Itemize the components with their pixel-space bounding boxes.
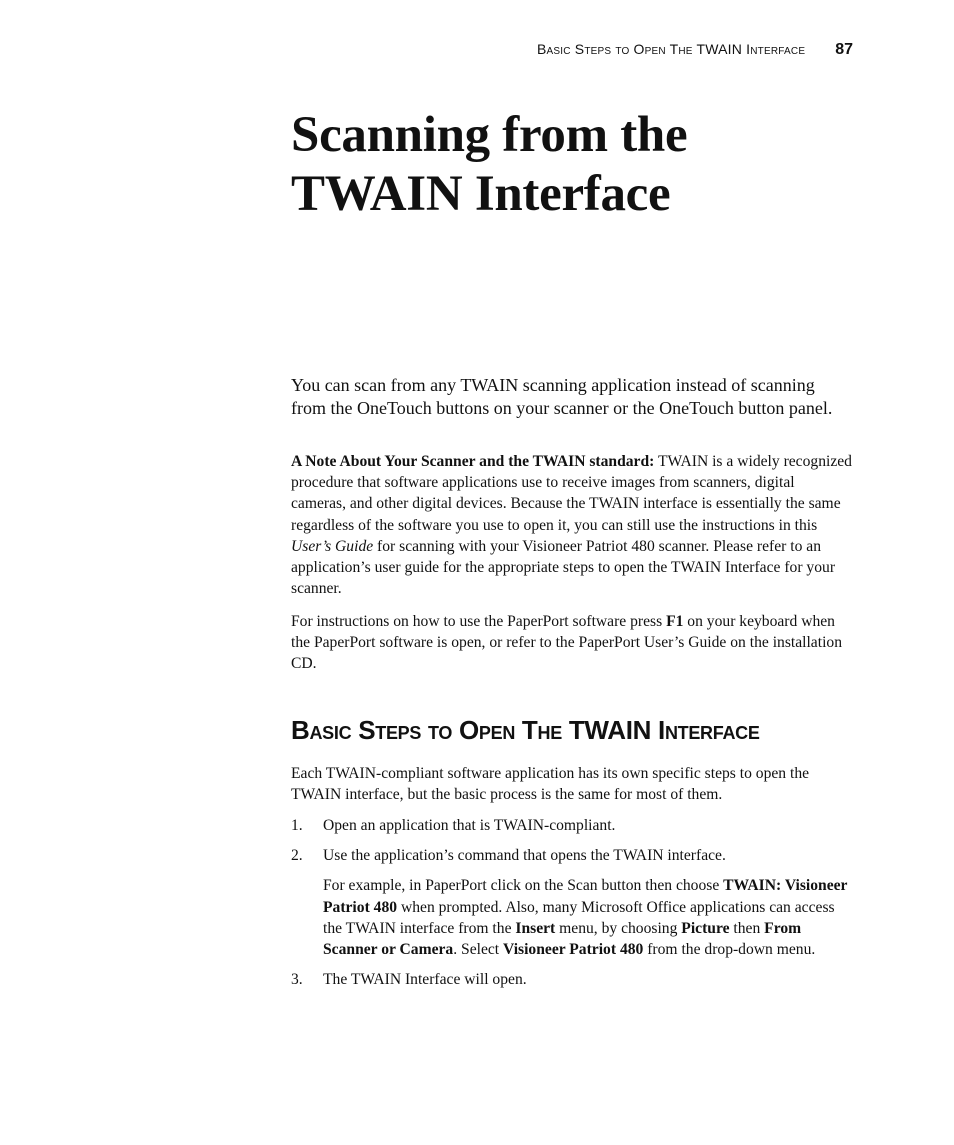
example-text: menu, by choosing: [555, 919, 682, 937]
step-item: [291, 969, 853, 990]
step-number: 2.: [291, 847, 303, 865]
note-label: A Note About Your Scanner and the TWAIN standard:: [291, 453, 655, 470]
example-bold: Picture: [681, 919, 730, 937]
note-text-b: for scanning with your Visioneer Patriot 480 scanner. Please refer to an application’s user guide for the appropriate steps to open the TWAIN Interface for your scanner.: [291, 537, 836, 598]
chapter-title: [291, 106, 851, 224]
example-text: when prompted. Also, many Microsoft Office applications can access the TWAIN interface from the: [323, 898, 835, 937]
intro-paragraph: You can scan from any TWAIN scanning application instead of scanning from the OneTouch buttons on your scanner or the OneTouch button panel.: [291, 375, 833, 418]
step-text: Use the application’s command that opens the TWAIN interface.: [323, 847, 726, 865]
example-bold: From Scanner or Camera: [323, 919, 802, 959]
example-bold: TWAIN: Visioneer Patriot 480: [323, 877, 848, 916]
note-text-a: TWAIN is a widely recognized procedure that software applications use to receive images from scanners, digital cameras, and other digital devices. Because the TWAIN interface is essentially the same regardless of the software you use to open it, you can still use the instructions in this: [291, 453, 852, 534]
note-paragraph: [291, 451, 853, 599]
example-text: then: [729, 919, 765, 937]
step-item: [291, 815, 853, 836]
instructions-text-a: For instructions on how to use the PaperPort software press: [291, 613, 667, 630]
step-number: 3.: [291, 971, 303, 989]
page-number: 87: [835, 41, 853, 58]
step-text: The TWAIN Interface will open.: [323, 971, 527, 989]
running-header: [290, 41, 853, 63]
step-text: Open an application that is TWAIN-compliant.: [323, 817, 616, 834]
f1-key: F1: [666, 613, 684, 630]
example-bold: Visioneer Patriot 480: [503, 941, 644, 959]
step-example: [323, 875, 853, 960]
users-guide-title: User’s Guide: [291, 537, 374, 555]
chapter-title-line-1: Scanning from the: [291, 107, 688, 163]
chapter-title-line-2: TWAIN Interface: [291, 166, 671, 222]
step-number: 1.: [291, 817, 303, 834]
running-header-title: Basic Steps to Open The TWAIN Interface: [537, 41, 806, 57]
paperport-instructions: [291, 611, 853, 675]
example-text: from the drop-down menu.: [643, 941, 816, 959]
example-text: For example, in PaperPort click on the Scan button then choose: [323, 877, 724, 895]
example-bold: Insert: [515, 919, 556, 937]
section-intro: Each TWAIN-compliant software application has its own specific steps to open the TWAIN interface, but the basic process is the same for most of them.: [291, 765, 810, 804]
section-heading: Basic Steps to Open The TWAIN Interface: [291, 715, 760, 745]
instructions-text-b: on your keyboard when the PaperPort software is open, or refer to the PaperPort User’s Guide on the installation CD.: [291, 613, 842, 673]
steps-list: [291, 815, 853, 990]
step-item: [291, 845, 853, 866]
example-text: . Select: [453, 941, 504, 959]
